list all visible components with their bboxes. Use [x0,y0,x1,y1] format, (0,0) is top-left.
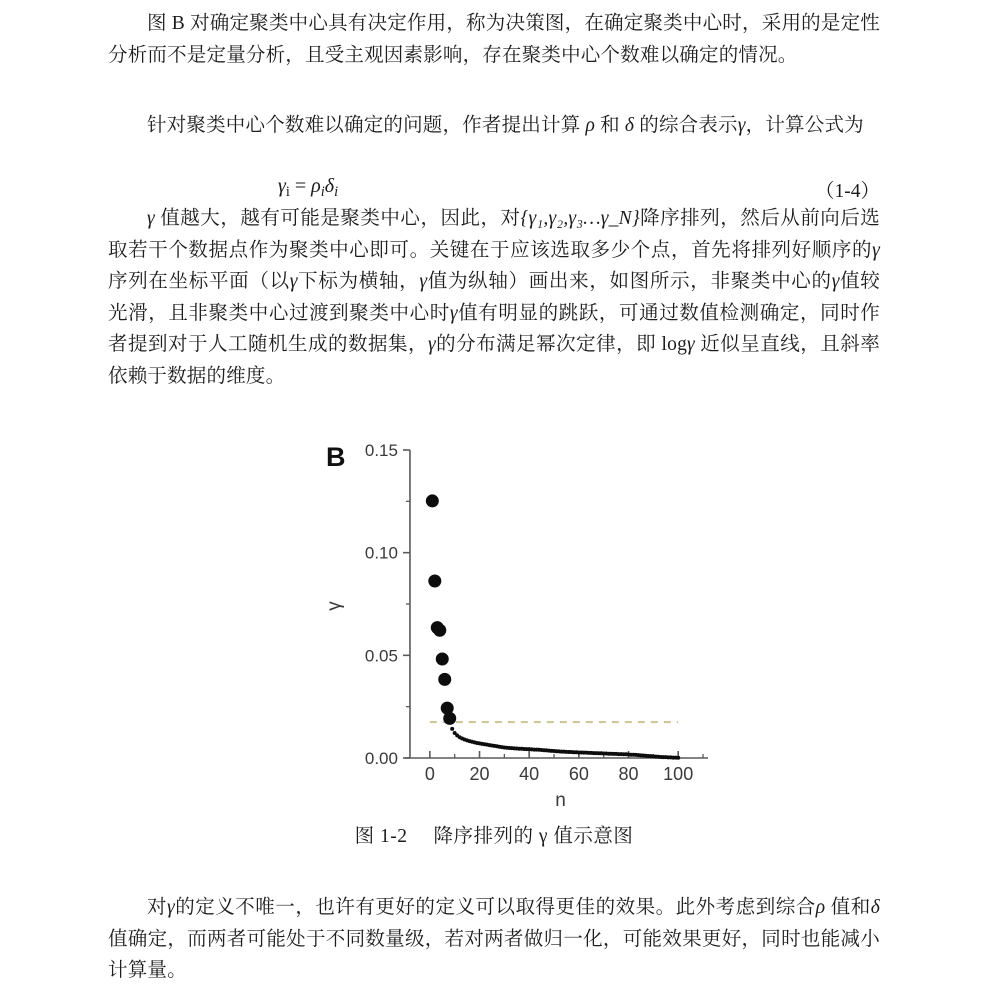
p3-gamma-1: γ [147,208,155,229]
x-tick-label: 20 [469,764,490,784]
p4-seg-c: 值和 [825,897,871,918]
x-axis-label: n [555,790,566,811]
p3-gamma-3: γ [289,271,298,292]
equation-row [108,175,880,205]
p4-seg-d: 值确定，而两者可能处于不同数量级，若对两者做归一化，可能效果更好，同时也能减小计算量。 [108,928,880,981]
p3-gamma-8: γ [687,334,695,355]
paragraph-2-text [108,110,880,142]
p4-seg-a: 对 [147,897,168,918]
p3-seg-f: 值为纵轴）画出来，如图所示，非聚类中心的 [427,271,832,292]
data-point [433,624,446,637]
p2-seg-d: ，计算公式为 [745,115,864,136]
data-point [436,653,449,666]
y-tick-label: 0.00 [364,749,398,768]
paragraph-4-text [108,892,880,987]
p3-seg-i: 的分布满足幂次定律，即 log [435,334,688,355]
p4-gamma: γ [167,897,175,918]
eq-equals: = [289,175,312,197]
figure-caption-text: 降序排列的 γ 值示意图 [433,826,634,847]
series-1 [450,727,680,760]
eq-delta: δ [324,175,335,197]
x-tick-label: 0 [424,764,435,784]
figure-caption-label: 图 1-2 [354,826,408,847]
p2-gamma: γ [737,115,746,136]
data-point [443,712,456,725]
y-tick-label: 0.15 [364,441,398,460]
p4-rho: ρ [815,897,826,918]
p3-seg-d: 序列在坐标平面（以 [108,271,290,292]
p3-seg-j: 近似呈直线，且斜率依赖于数据的维度。 [108,334,880,387]
data-point [438,673,451,686]
p3-seg-h: 值有明显的跳跃，可通过数值检测确定，同时作者提到对于人工随机生成的数据集， [108,302,881,355]
eq-delta-sub: i [334,184,339,201]
p2-seg-b: 和 [595,115,625,136]
p3-gamma-4: γ [419,271,428,292]
paragraph-3-text [108,203,880,392]
equation-body [278,175,338,201]
p4-seg-b: 的定义不唯一，也许有更好的定义可以取得更佳的效果。此外考虑到综合 [174,897,816,918]
x-tick-label: 80 [618,764,639,784]
data-point [428,575,441,588]
paragraph-2 [108,110,880,142]
x-tick-label: 100 [663,764,694,784]
p3-gamma-2: γ [872,239,880,261]
paragraph-1 [108,8,880,71]
p3-seg-b: 值越大，越有可能是聚类中心，因此，对 [154,208,521,229]
data-point [426,494,439,507]
p3-seg-c: 降序排列，然后从前向后选取若干个数据点作为聚类中心即可。关键在于应该选取多少个点，首先将排列好顺序的 [108,208,880,261]
eq-gamma: γ [278,175,286,197]
eq-gamma-sub: i [285,184,290,201]
data-point [676,756,680,760]
p2-seg-a: 针对聚类中心个数难以确定的问题，作者提出计算 [147,115,586,136]
eq-rho: ρ [311,175,321,197]
x-tick-label: 60 [568,764,589,784]
p2-seg-c: 的综合表示 [634,115,738,136]
p3-gamma-set: {γ₁,γ₂,γ₃…γ_N} [520,208,640,229]
p3-gamma-5: γ [831,271,840,292]
eq-rho-sub: i [320,184,325,201]
y-tick-label: 0.05 [364,646,398,666]
series-0 [426,494,456,724]
p3-gamma-6: γ [449,302,458,324]
p3-seg-e: 下标为横轴， [297,271,420,292]
y-axis-label: γ [324,601,345,611]
figure-caption [108,820,880,848]
paragraph-3 [108,203,880,392]
gamma-decision-scatter-chart [300,428,720,818]
panel-label-b: B [326,442,346,472]
y-tick-label: 0.10 [364,543,398,563]
figure-1-2 [300,428,720,818]
p4-delta: δ [870,897,881,918]
data-point [450,727,454,731]
paragraph-4 [108,892,880,987]
p3-seg-g: 值较光滑，且非聚类中心过渡到聚类中心时 [108,271,880,324]
p2-rho: ρ [585,115,596,136]
paragraph-1-text: 图 B 对确定聚类中心具有决定作用，称为决策图，在确定聚类中心时，采用的是定性分析而不是定量分析，且受主观因素影响，存在聚类中心个数难以确定的情况。 [108,13,880,66]
p2-delta: δ [624,115,635,136]
p3-gamma-7: γ [427,334,436,355]
x-tick-label: 40 [519,764,540,784]
equation-number: （1-4） [815,181,880,202]
